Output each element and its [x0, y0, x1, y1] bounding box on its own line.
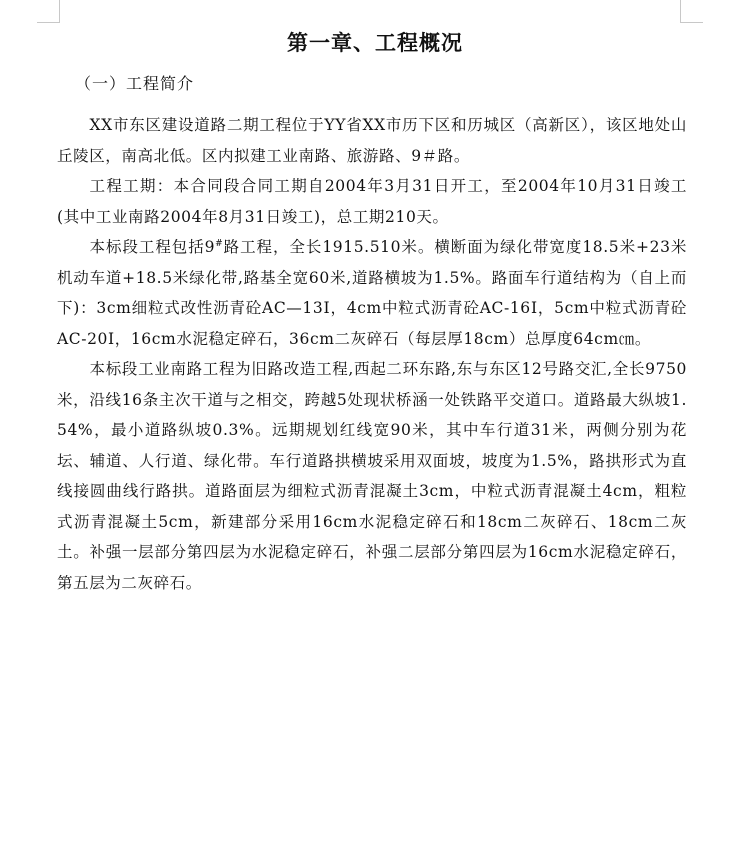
paragraph-9-road	[57, 232, 687, 354]
margin-corner-mark-right	[680, 0, 703, 23]
section-heading: （一）工程简介	[75, 74, 195, 93]
paragraph-9-road-rest: 路工程，全长1915.510米。横断面为绿化带宽度18.5米+23米机动车道+18.5米绿化带,路基全宽60米,道路横坡为1.5%。路面车行道结构为（自上而下)：3cm细粒式改性沥青砼AC—13Ⅰ，4cm中粒式沥青砼AC-16Ⅰ，5cm中粒式沥青砼AC-20Ⅰ，16cm水泥稳定碎石，36cm二灰碎石（每层厚18cm）总厚度64cm㎝。	[57, 238, 687, 348]
paragraph-9-road-lead: 本标段工程包括9	[89, 238, 216, 256]
body-text	[57, 110, 687, 598]
paragraph-industry-south-road: 本标段工业南路工程为旧路改造工程,西起二环东路,东与东区12号路交汇,全长9750米，沿线16条主次干道与之相交，跨越5处现状桥涵一处铁路平交道口。道路最大纵坡1.54%，最小道路纵坡0.3%。远期规划红线宽90米，其中车行道31米，两侧分别为花坛、辅道、人行道、绿化带。车行道路拱横坡采用双面坡，坡度为1.5%，路拱形式为直线接圆曲线行路拱。道路面层为细粒式沥青混凝土3cm，中粒式沥青混凝土4cm，粗粒式沥青混凝土5cm，新建部分采用16cm水泥稳定碎石和18cm二灰碎石、18cm二灰土。补强一层部分第四层为水泥稳定碎石，补强二层部分第四层为16cm水泥稳定碎石，第五层为二灰碎石。	[57, 360, 687, 592]
chapter-title: 第一章、工程概况	[287, 30, 463, 55]
margin-corner-mark-left	[37, 0, 60, 23]
hash-superscript: #	[215, 238, 224, 249]
paragraph-project-location: XX市东区建设道路二期工程位于YY省XX市历下区和历城区（高新区），该区地处山丘陵区，南高北低。区内拟建工业南路、旅游路、9＃路。	[57, 116, 687, 165]
paragraph-construction-period: 工程工期：本合同段合同工期自2004年3月31日开工，至2004年10月31日竣工(其中工业南路2004年8月31日竣工)，总工期210天。	[57, 177, 687, 226]
